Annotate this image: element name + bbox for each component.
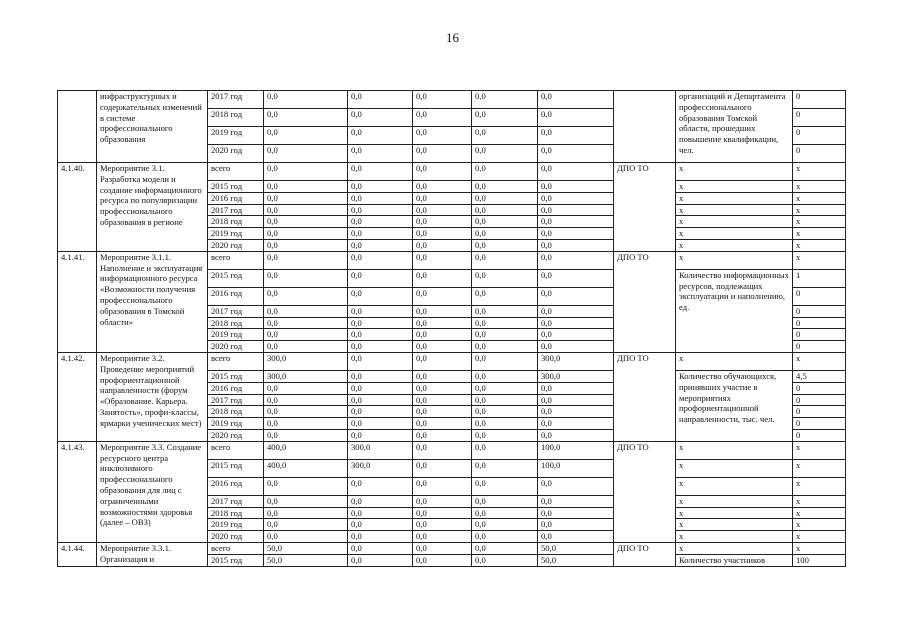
- year-label: 2018 год: [208, 109, 264, 127]
- amount-cell: 0,0: [264, 287, 348, 305]
- amount-cell: 0,0: [472, 406, 538, 418]
- amount-cell: 0,0: [413, 441, 472, 459]
- year-label: 2015 год: [208, 370, 264, 382]
- program-table: [57, 90, 846, 567]
- amount-cell: 300,0: [348, 459, 413, 477]
- indicator-value: 0: [793, 406, 846, 418]
- year-label: 2019 год: [208, 228, 264, 240]
- amount-cell: 0,0: [413, 329, 472, 341]
- indicator-value: 0: [793, 305, 846, 317]
- amount-cell: 0,0: [264, 507, 348, 519]
- amount-cell: 0,0: [472, 91, 538, 109]
- amount-cell: 0,0: [413, 382, 472, 394]
- amount-cell: 0,0: [413, 269, 472, 287]
- amount-cell: 50,0: [264, 554, 348, 566]
- year-label: 2016 год: [208, 287, 264, 305]
- amount-cell: 0,0: [472, 251, 538, 269]
- indicator-value: х: [793, 542, 846, 554]
- indicator-value: х: [793, 228, 846, 240]
- amount-cell: 0,0: [264, 418, 348, 430]
- amount-cell: 0,0: [472, 239, 538, 251]
- indicator-name: организаций и Департамента профессионального образования Томской области, прошедших повышение квалификации, чел.: [676, 91, 793, 163]
- amount-cell: 0,0: [348, 163, 413, 181]
- amount-cell: 0,0: [413, 394, 472, 406]
- amount-cell: 0,0: [264, 163, 348, 181]
- amount-cell: 0,0: [348, 406, 413, 418]
- amount-cell: 0,0: [472, 341, 538, 353]
- year-label: 2017 год: [208, 91, 264, 109]
- indicator-name: Количество обучающихся, принявших участие в мероприятиях профориентационной направленности, тыс. чел.: [676, 370, 793, 441]
- indicator-value: 0: [793, 429, 846, 441]
- item-number: 4.1.40.: [58, 163, 97, 252]
- year-label: 2018 год: [208, 406, 264, 418]
- item-description: Мероприятие 3.2. Проведение мероприятий профориентационной направленности (форум «Образование. Карьера. Занятость», профи-классы, ярмарки ученических мест): [97, 352, 208, 441]
- amount-cell: 100,0: [538, 441, 614, 459]
- amount-cell: 0,0: [348, 418, 413, 430]
- responsible-executor: [614, 91, 676, 163]
- amount-cell: 0,0: [348, 394, 413, 406]
- amount-cell: 0,0: [413, 317, 472, 329]
- indicator-value: 0: [793, 145, 846, 163]
- amount-cell: 0,0: [348, 239, 413, 251]
- amount-cell: 0,0: [264, 204, 348, 216]
- amount-cell: 0,0: [413, 91, 472, 109]
- year-label: 2015 год: [208, 269, 264, 287]
- indicator-value: 0: [793, 329, 846, 341]
- indicator-value: х: [793, 251, 846, 269]
- amount-cell: 0,0: [472, 145, 538, 163]
- item-number: 4.1.41.: [58, 251, 97, 352]
- indicator-value: 0: [793, 382, 846, 394]
- amount-cell: 0,0: [413, 554, 472, 566]
- amount-cell: 0,0: [264, 239, 348, 251]
- amount-cell: 0,0: [348, 181, 413, 193]
- amount-cell: 0,0: [472, 192, 538, 204]
- amount-cell: 0,0: [538, 163, 614, 181]
- table-row: [58, 441, 846, 459]
- amount-cell: 0,0: [472, 394, 538, 406]
- amount-cell: 0,0: [538, 192, 614, 204]
- amount-cell: 0,0: [472, 519, 538, 531]
- amount-cell: 0,0: [348, 519, 413, 531]
- year-label: 2016 год: [208, 382, 264, 394]
- amount-cell: 0,0: [538, 145, 614, 163]
- amount-cell: 0,0: [413, 459, 472, 477]
- indicator-name: х: [676, 519, 793, 531]
- amount-cell: 0,0: [538, 382, 614, 394]
- item-number: 4.1.43.: [58, 441, 97, 542]
- amount-cell: 0,0: [348, 352, 413, 370]
- indicator-name: х: [676, 459, 793, 477]
- amount-cell: 0,0: [538, 251, 614, 269]
- indicator-value: х: [793, 519, 846, 531]
- item-description: Мероприятие 3.3. Создание ресурсного центра инклюзивного профессионального образования для лиц с ограниченными возможностями здоровья (далее – ОВЗ): [97, 441, 208, 542]
- year-label: 2019 год: [208, 418, 264, 430]
- amount-cell: 0,0: [264, 394, 348, 406]
- indicator-name: х: [676, 251, 793, 269]
- amount-cell: 0,0: [348, 287, 413, 305]
- amount-cell: 0,0: [264, 181, 348, 193]
- amount-cell: 0,0: [413, 251, 472, 269]
- responsible-executor: ДПО ТО: [614, 251, 676, 352]
- amount-cell: 0,0: [538, 418, 614, 430]
- amount-cell: 100,0: [538, 459, 614, 477]
- year-label: 2019 год: [208, 519, 264, 531]
- indicator-value: х: [793, 163, 846, 181]
- year-label: 2015 год: [208, 554, 264, 566]
- item-description: инфраструктурных и содержательных изменений в системе профессионального образования: [97, 91, 208, 163]
- year-label: 2019 год: [208, 329, 264, 341]
- amount-cell: 0,0: [472, 429, 538, 441]
- indicator-value: 0: [793, 317, 846, 329]
- amount-cell: 0,0: [413, 163, 472, 181]
- indicator-value: х: [793, 495, 846, 507]
- amount-cell: 0,0: [538, 341, 614, 353]
- amount-cell: 0,0: [264, 317, 348, 329]
- amount-cell: 0,0: [413, 239, 472, 251]
- indicator-value: х: [793, 531, 846, 543]
- indicator-value: 0: [793, 109, 846, 127]
- amount-cell: 0,0: [348, 109, 413, 127]
- amount-cell: 0,0: [413, 145, 472, 163]
- amount-cell: 0,0: [472, 163, 538, 181]
- amount-cell: 0,0: [472, 269, 538, 287]
- amount-cell: 0,0: [264, 145, 348, 163]
- indicator-value: х: [793, 239, 846, 251]
- amount-cell: 0,0: [413, 352, 472, 370]
- amount-cell: 0,0: [413, 406, 472, 418]
- amount-cell: 0,0: [264, 329, 348, 341]
- indicator-value: 0: [793, 418, 846, 430]
- amount-cell: 0,0: [348, 317, 413, 329]
- amount-cell: 0,0: [538, 204, 614, 216]
- indicator-value: 0: [793, 91, 846, 109]
- amount-cell: 300,0: [348, 441, 413, 459]
- year-label: 2018 год: [208, 317, 264, 329]
- amount-cell: 0,0: [264, 216, 348, 228]
- amount-cell: 0,0: [413, 519, 472, 531]
- amount-cell: 0,0: [538, 269, 614, 287]
- amount-cell: 0,0: [472, 507, 538, 519]
- amount-cell: 0,0: [538, 181, 614, 193]
- amount-cell: 0,0: [348, 329, 413, 341]
- indicator-name: х: [676, 204, 793, 216]
- amount-cell: 0,0: [348, 91, 413, 109]
- indicator-name: х: [676, 181, 793, 193]
- amount-cell: 0,0: [264, 127, 348, 145]
- amount-cell: 0,0: [264, 91, 348, 109]
- indicator-value: х: [793, 459, 846, 477]
- amount-cell: 0,0: [264, 228, 348, 240]
- indicator-value: х: [793, 181, 846, 193]
- amount-cell: 0,0: [264, 406, 348, 418]
- indicator-name: х: [676, 507, 793, 519]
- amount-cell: 0,0: [264, 519, 348, 531]
- amount-cell: 0,0: [348, 531, 413, 543]
- amount-cell: 0,0: [472, 370, 538, 382]
- amount-cell: 0,0: [472, 418, 538, 430]
- amount-cell: 0,0: [413, 418, 472, 430]
- item-description: Мероприятие 3.1. Разработка модели и создание информационного ресурса по популяризации профессионального образования в регионе: [97, 163, 208, 252]
- amount-cell: 0,0: [538, 394, 614, 406]
- amount-cell: 300,0: [538, 352, 614, 370]
- amount-cell: 0,0: [348, 204, 413, 216]
- amount-cell: 0,0: [348, 554, 413, 566]
- amount-cell: 0,0: [348, 382, 413, 394]
- amount-cell: 0,0: [472, 459, 538, 477]
- indicator-name: х: [676, 192, 793, 204]
- amount-cell: 0,0: [348, 145, 413, 163]
- year-label: 2017 год: [208, 495, 264, 507]
- indicator-name: х: [676, 441, 793, 459]
- amount-cell: 300,0: [264, 352, 348, 370]
- indicator-value: 0: [793, 127, 846, 145]
- amount-cell: 0,0: [413, 109, 472, 127]
- amount-cell: 0,0: [413, 531, 472, 543]
- amount-cell: 0,0: [264, 477, 348, 495]
- amount-cell: 0,0: [472, 204, 538, 216]
- year-label: всего: [208, 542, 264, 554]
- amount-cell: 0,0: [472, 495, 538, 507]
- table-row: [58, 352, 846, 370]
- amount-cell: 0,0: [264, 269, 348, 287]
- year-label: 2015 год: [208, 181, 264, 193]
- indicator-value: 0: [793, 341, 846, 353]
- amount-cell: 0,0: [264, 109, 348, 127]
- amount-cell: 0,0: [413, 341, 472, 353]
- amount-cell: 0,0: [472, 216, 538, 228]
- amount-cell: 0,0: [348, 507, 413, 519]
- table-row: [58, 91, 846, 109]
- amount-cell: 0,0: [472, 287, 538, 305]
- amount-cell: 0,0: [348, 251, 413, 269]
- amount-cell: 0,0: [413, 542, 472, 554]
- year-label: всего: [208, 163, 264, 181]
- amount-cell: 0,0: [538, 239, 614, 251]
- amount-cell: 0,0: [538, 127, 614, 145]
- amount-cell: 0,0: [413, 228, 472, 240]
- amount-cell: 0,0: [472, 329, 538, 341]
- year-label: 2018 год: [208, 216, 264, 228]
- amount-cell: 0,0: [413, 204, 472, 216]
- amount-cell: 0,0: [538, 429, 614, 441]
- indicator-name: х: [676, 352, 793, 370]
- indicator-name: Количество информационных ресурсов, подлежащих эксплуатации и наполнению, ед.: [676, 269, 793, 352]
- year-label: 2017 год: [208, 394, 264, 406]
- year-label: всего: [208, 251, 264, 269]
- indicator-name: х: [676, 531, 793, 543]
- indicator-name: х: [676, 239, 793, 251]
- amount-cell: 0,0: [413, 305, 472, 317]
- amount-cell: 400,0: [264, 459, 348, 477]
- amount-cell: 0,0: [472, 127, 538, 145]
- amount-cell: 0,0: [348, 341, 413, 353]
- amount-cell: 0,0: [264, 495, 348, 507]
- year-label: 2020 год: [208, 239, 264, 251]
- amount-cell: 0,0: [538, 531, 614, 543]
- amount-cell: 0,0: [538, 406, 614, 418]
- amount-cell: 0,0: [472, 382, 538, 394]
- amount-cell: 0,0: [538, 216, 614, 228]
- amount-cell: 0,0: [264, 251, 348, 269]
- amount-cell: 0,0: [348, 477, 413, 495]
- year-label: 2016 год: [208, 477, 264, 495]
- amount-cell: 0,0: [472, 109, 538, 127]
- indicator-value: х: [793, 204, 846, 216]
- amount-cell: 0,0: [538, 495, 614, 507]
- amount-cell: 0,0: [348, 127, 413, 145]
- amount-cell: 50,0: [264, 542, 348, 554]
- indicator-name: х: [676, 163, 793, 181]
- indicator-name: х: [676, 477, 793, 495]
- item-number: 4.1.44.: [58, 542, 97, 566]
- amount-cell: 0,0: [472, 477, 538, 495]
- amount-cell: 0,0: [348, 192, 413, 204]
- year-label: 2020 год: [208, 145, 264, 163]
- indicator-value: х: [793, 507, 846, 519]
- indicator-value: х: [793, 477, 846, 495]
- indicator-name: х: [676, 542, 793, 554]
- table-row: [58, 251, 846, 269]
- item-description: Мероприятие 3.1.1. Наполнение и эксплуатация информационного ресурса «Возможности получения профессионального образования в Томской области»: [97, 251, 208, 352]
- amount-cell: 0,0: [472, 317, 538, 329]
- table-row: [58, 163, 846, 181]
- year-label: 2017 год: [208, 305, 264, 317]
- amount-cell: 0,0: [413, 192, 472, 204]
- year-label: 2020 год: [208, 429, 264, 441]
- amount-cell: 0,0: [538, 507, 614, 519]
- page-number: 16: [446, 30, 459, 45]
- amount-cell: 50,0: [538, 542, 614, 554]
- amount-cell: 0,0: [472, 441, 538, 459]
- table-row: [58, 542, 846, 554]
- amount-cell: 0,0: [348, 269, 413, 287]
- amount-cell: 0,0: [472, 305, 538, 317]
- amount-cell: 0,0: [413, 127, 472, 145]
- indicator-value: х: [793, 441, 846, 459]
- responsible-executor: ДПО ТО: [614, 542, 676, 566]
- amount-cell: 0,0: [413, 370, 472, 382]
- amount-cell: 0,0: [472, 542, 538, 554]
- year-label: всего: [208, 441, 264, 459]
- amount-cell: 0,0: [472, 554, 538, 566]
- amount-cell: 0,0: [413, 181, 472, 193]
- indicator-name: Количество участников: [676, 554, 793, 566]
- amount-cell: 50,0: [538, 554, 614, 566]
- amount-cell: 0,0: [348, 542, 413, 554]
- amount-cell: 0,0: [538, 329, 614, 341]
- indicator-name: х: [676, 216, 793, 228]
- indicator-name: х: [676, 228, 793, 240]
- indicator-value: х: [793, 352, 846, 370]
- amount-cell: 0,0: [538, 228, 614, 240]
- responsible-executor: ДПО ТО: [614, 441, 676, 542]
- amount-cell: 0,0: [264, 382, 348, 394]
- year-label: 2015 год: [208, 459, 264, 477]
- amount-cell: 0,0: [413, 216, 472, 228]
- amount-cell: 0,0: [413, 477, 472, 495]
- year-label: 2019 год: [208, 127, 264, 145]
- amount-cell: 0,0: [348, 429, 413, 441]
- indicator-value: 1: [793, 269, 846, 287]
- amount-cell: 0,0: [413, 495, 472, 507]
- item-number: 4.1.42.: [58, 352, 97, 441]
- amount-cell: 0,0: [348, 228, 413, 240]
- indicator-value: х: [793, 216, 846, 228]
- amount-cell: 0,0: [264, 429, 348, 441]
- amount-cell: 0,0: [348, 370, 413, 382]
- amount-cell: 300,0: [264, 370, 348, 382]
- amount-cell: 300,0: [538, 370, 614, 382]
- amount-cell: 0,0: [538, 477, 614, 495]
- amount-cell: 0,0: [348, 216, 413, 228]
- amount-cell: 0,0: [413, 507, 472, 519]
- year-label: 2018 год: [208, 507, 264, 519]
- amount-cell: 0,0: [472, 228, 538, 240]
- amount-cell: 0,0: [538, 91, 614, 109]
- year-label: 2020 год: [208, 341, 264, 353]
- year-label: 2016 год: [208, 192, 264, 204]
- year-label: 2017 год: [208, 204, 264, 216]
- amount-cell: 0,0: [264, 341, 348, 353]
- amount-cell: 0,0: [264, 305, 348, 317]
- amount-cell: 0,0: [472, 181, 538, 193]
- amount-cell: 0,0: [538, 519, 614, 531]
- item-description: Мероприятие 3.3.1. Организация и: [97, 542, 208, 566]
- amount-cell: 0,0: [472, 352, 538, 370]
- amount-cell: 0,0: [413, 429, 472, 441]
- amount-cell: 0,0: [348, 305, 413, 317]
- amount-cell: 0,0: [538, 109, 614, 127]
- amount-cell: 0,0: [538, 287, 614, 305]
- amount-cell: 0,0: [538, 305, 614, 317]
- indicator-value: х: [793, 192, 846, 204]
- indicator-value: 0: [793, 394, 846, 406]
- item-number: [58, 91, 97, 163]
- amount-cell: 0,0: [264, 192, 348, 204]
- indicator-value: 100: [793, 554, 846, 566]
- amount-cell: 0,0: [538, 317, 614, 329]
- amount-cell: 0,0: [472, 531, 538, 543]
- year-label: 2020 год: [208, 531, 264, 543]
- year-label: всего: [208, 352, 264, 370]
- amount-cell: 0,0: [413, 287, 472, 305]
- responsible-executor: ДПО ТО: [614, 352, 676, 441]
- indicator-value: 0: [793, 287, 846, 305]
- indicator-value: 4,5: [793, 370, 846, 382]
- indicator-name: х: [676, 495, 793, 507]
- amount-cell: 0,0: [348, 495, 413, 507]
- amount-cell: 400,0: [264, 441, 348, 459]
- amount-cell: 0,0: [264, 531, 348, 543]
- responsible-executor: ДПО ТО: [614, 163, 676, 252]
